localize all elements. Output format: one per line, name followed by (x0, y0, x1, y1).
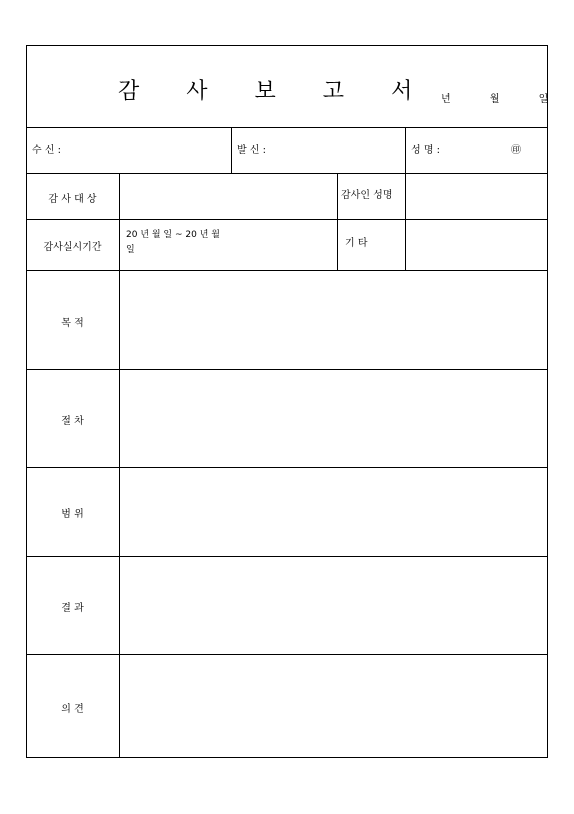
audit-period-label: 감사실시기간 (43, 242, 102, 253)
purpose-field[interactable] (121, 272, 545, 367)
divider-row1 (26, 173, 548, 174)
divider-purpose (26, 369, 548, 370)
seal-mark: ㊞ (511, 145, 521, 156)
etc-field[interactable] (407, 222, 545, 267)
opinion-field[interactable] (121, 656, 545, 756)
name-label: 성 명 : (411, 145, 441, 156)
procedure-field[interactable] (121, 371, 545, 465)
divider-v-label-col (119, 173, 120, 758)
divider-row2 (26, 219, 548, 220)
result-label: 결 과 (61, 603, 84, 614)
scope-field[interactable] (121, 469, 545, 554)
purpose-label: 목 적 (61, 318, 84, 329)
divider-v-right (405, 173, 406, 270)
audit-period-line1[interactable]: 20 년 월 일 ~ 20 년 월 (126, 230, 220, 240)
divider-scope (26, 556, 548, 557)
auditor-name-field[interactable] (407, 176, 545, 216)
page-title: 감 사 보 고 서 (118, 79, 433, 104)
name-field[interactable] (450, 130, 505, 170)
audit-target-field[interactable] (121, 176, 334, 216)
audit-period-line2: 일 (126, 245, 135, 255)
recipient-field[interactable] (120, 130, 228, 170)
divider-row3 (26, 270, 548, 271)
divider-header (26, 127, 548, 128)
recipient-label: 수 신 : (32, 145, 62, 156)
report-date: 년 월 일 (441, 94, 567, 105)
divider-v-recipient (231, 127, 232, 173)
procedure-label: 절 차 (61, 416, 84, 427)
etc-label: 기 타 (345, 238, 368, 249)
sender-field[interactable] (290, 130, 402, 170)
divider-result (26, 654, 548, 655)
scope-label: 범 위 (61, 509, 84, 520)
divider-v-mid (337, 173, 338, 270)
opinion-label: 의 견 (61, 704, 84, 715)
divider-v-sender (405, 127, 406, 173)
divider-procedure (26, 467, 548, 468)
auditor-name-label: 감사인 성명 (341, 190, 393, 201)
result-field[interactable] (121, 558, 545, 652)
audit-target-label: 감 사 대 상 (48, 194, 97, 205)
sender-label: 발 신 : (237, 145, 267, 156)
